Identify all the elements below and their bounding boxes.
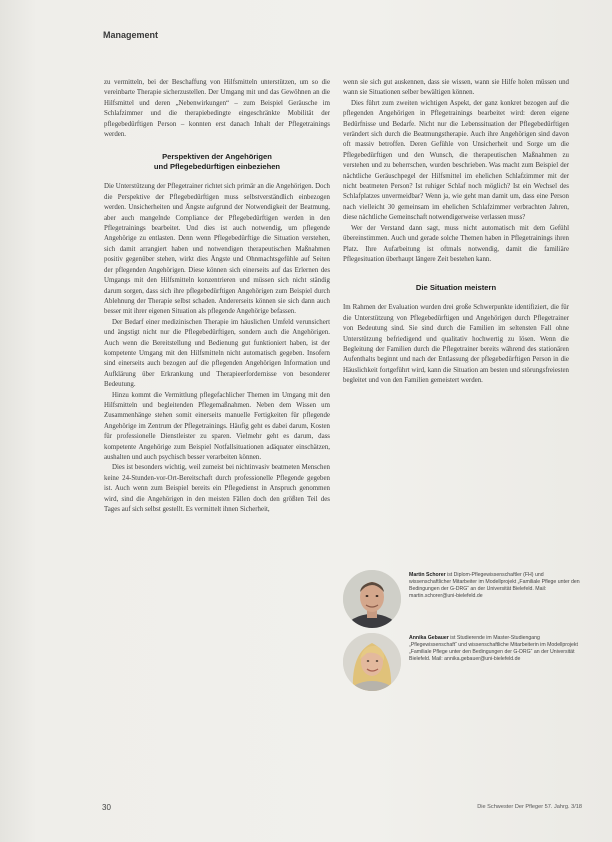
body-paragraph: Dies führt zum zweiten wichtigen Aspekt, der ganz konkret bezogen auf die pflegenden Angehörigen in Pflegetrainings bearbeitet wird: deren eigene Bedürfnisse und Bedarfe. Nicht nur die Lebenssituation der Pflegebedürftigen verändert sich durch die Beatmungstherapie. Auch ihre Angehörigen sind davon oft massiv betroffen. Deren Gefühle von Unsicherheit und Sorge um die Pflegebedürftigen und den Wunsch, die therapeutischen Maßnahmen zu verstehen und zu beherrschen, wurden beschrieben. Was macht zum Beispiel der nächtliche Geräuschpegel der Hilfsmittel im ehelichen Schlafzimmer mit der nicht beatmeten Person? Ist ruhiger Schlaf noch möglich? Ist ein Wechsel des Schlafplatzes unvermeidbar? Wenn ja, wie geht man damit um, dass eine Person nach vielleicht 30 gemeinsam im ehelichen Schlafzimmer verbrachten Jahren, diese nächtliche Gemeinschaft notwendigerweise verlassen muss? xyxy=(343,99,569,222)
author-description: ist Studierende im Master-Studiengang „Pflegewissenschaft“ und wissenschaftliche Mitarbeiterin im Modellprojekt „Familiale Pflege unter den Bedingungen der G-DRG“ an der Universität Bielefeld. Mail: annika.gebauer@uni-bielefeld.de xyxy=(409,635,578,662)
author-bio xyxy=(409,635,581,663)
heading-line-1: Perspektiven der Angehörigen xyxy=(162,152,272,162)
body-paragraph: Wer der Verstand dann sagt, muss nicht automatisch mit dem Gefühl übereinstimmen. Auch und gerade solche Themen haben in Pflegetrainings ihren Platz. Ihre Aufarbeitung ist oftmals notwendig, damit die familiäre Pflegesituation überhaupt längere Zeit bestehen kann. xyxy=(343,224,569,263)
author-photo xyxy=(343,570,401,628)
heading-line-2: und Pflegebedürftigen einbeziehen xyxy=(153,162,281,172)
author-box-gebauer xyxy=(343,633,581,693)
body-paragraph: Der Bedarf einer medizinischen Therapie im häuslichen Umfeld verunsichert und ängstigt nicht nur die Pflegebedürftigen, sondern auch die Angehörigen. Auch wenn die Bereitstellung und Bedienung gut funktioniert haben, ist der kompetente Umgang mit den Hilfsmitteln nicht automatisch gegeben. Insofern sind einerseits auch bezogen auf die pflegenden Angehörigen Information und Aufklärung über Erkrankung und Therapieerfordernisse von besonderer Bedeutung. xyxy=(104,318,330,389)
heading-perspektiven xyxy=(104,152,330,172)
woman-portrait-icon xyxy=(343,633,401,691)
author-photo xyxy=(343,633,401,691)
man-portrait-icon xyxy=(343,570,401,628)
author-bio xyxy=(409,572,581,600)
intro-paragraph: zu vermitteln, bei der Beschaffung von Hilfsmitteln unterstützen, um so die vereinbarte Therapie sicherzustellen. Der Umgang mit und das Gewöhnen an die Hilfsmittel und deren „Nebenwirkungen“ – zum Beispiel Geräusche im Schlafzimmer und die therapiebedingte eingeschränkte Mobilität der pflegebedürftigen Person – konnten erst danach Inhalt der Pflegetrainings werden. xyxy=(104,79,330,139)
body-paragraph: wenn sie sich gut auskennen, dass sie wissen, wann sie Hilfe holen müssen und wann sie Situationen selber bewältigen können. xyxy=(343,79,569,97)
body-paragraph: Dies ist besonders wichtig, weil zumeist bei nichtinvasiv beatmeten Menschen keine 24-Stunden-vor-Ort-Bereitschaft durch professionelle Pflegende gegeben ist. Auch wenn zum Beispiel bereits ein Pflegedienst in Anspruch genommen wird, sind die Angehörigen in den meisten Fällen doch den größten Teil des Tages auf sich selbst gestellt. Es vermittelt ihnen Sicherheit, xyxy=(104,464,330,514)
author-description: ist Diplom-Pflegewissenschaftler (FH) und wissenschaftlicher Mitarbeiter im Modellprojekt „Familiale Pflege unter den Bedingungen der G-DRG“ an der Universität Bielefeld. Mail: martin.schorer@uni-bielefeld.de xyxy=(409,572,580,599)
heading-situation: Die Situation meistern xyxy=(415,283,497,293)
journal-footer: Die Schwester Der Pfleger 57. Jahrg. 3/18 xyxy=(477,804,582,810)
author-name: Annika Gebauer xyxy=(409,635,449,641)
section-label: Management xyxy=(103,30,159,40)
author-box-schorer xyxy=(343,570,581,630)
right-column xyxy=(343,78,569,387)
author-name: Martin Schorer xyxy=(409,572,446,578)
page-number: 30 xyxy=(102,803,111,812)
body-paragraph: Im Rahmen der Evaluation wurden drei große Schwerpunkte identifiziert, die für die Unterstützung von Pflegebedürftigen und Angehörigen durch Pflegetrainer von Bedeutung sind. Sie sind durch die Familien im seltensten Fall ohne Unterstützung befriedigend und qualitativ hochwertig zu lösen. Wenn die Begleitung der Familien durch die Pflegetrainer bereits während des stationären Aufenthalts beginnt und nach der Entlassung der pflegebedürftigen Person in die Häuslichkeit fortgeführt wird, kann die Situation am besten und störungsfreiesten begleitet und von den Familien gemeistert werden. xyxy=(343,304,569,385)
body-paragraph: Hinzu kommt die Vermittlung pflegefachlicher Themen im Umgang mit den Hilfsmitteln und begleitenden Pflegemaßnahmen. Neben dem Wissen um Zusammenhänge stehen somit einerseits manuelle Fertigkeiten für pflegende Angehörige im Zentrum der Pflegetrainings. Häufig geht es dabei darum, Kosten für professionelle Dienstleister zu sparen. Vielmehr geht es darum, dass kompetente Angehörige zum Beispiel Notfallsituationen adäquater einschätzen, aushalten und auch psychisch besser verarbeiten können. xyxy=(104,391,330,461)
body-paragraph: Die Unterstützung der Pflegetrainer richtet sich primär an die Angehörigen. Doch die Perspektive der Pflegebedürftigen muss selbstverständlich einbezogen werden. Unsicherheiten und Ängste aufgrund der Notwendigkeit der Beatmung, aber auch mangelnde Compliance der Pflegebedürftigen werden in den Pflegetrainings bearbeitet. Und dies ist auch notwendig, um pflegende Angehörige zu entlasten. Denn wenn Pflegebedürftige die Situation verstehen, sich damit arrangiert haben und notwendigen therapeutischen Maßnahmen positiv gegenüber stehen, wirkt dies Ängste und Ohnmachtsgefühle auf Seiten der pflegenden Angehörigen. Diese können sich einerseits auf das Erlernen des Umgangs mit den Hilfsmitteln konzentrieren und müssen sich nicht ständig darum sorgen, dass sich ihre pflegebedürftigen Angehörigen zum Beispiel durch Ablehnung der Therapie selbst schaden. Andererseits können sie sich dann auch besser mit ihrer eigenen Situation als pflegende Angehörige befassen. xyxy=(104,183,330,316)
left-column xyxy=(104,78,330,515)
